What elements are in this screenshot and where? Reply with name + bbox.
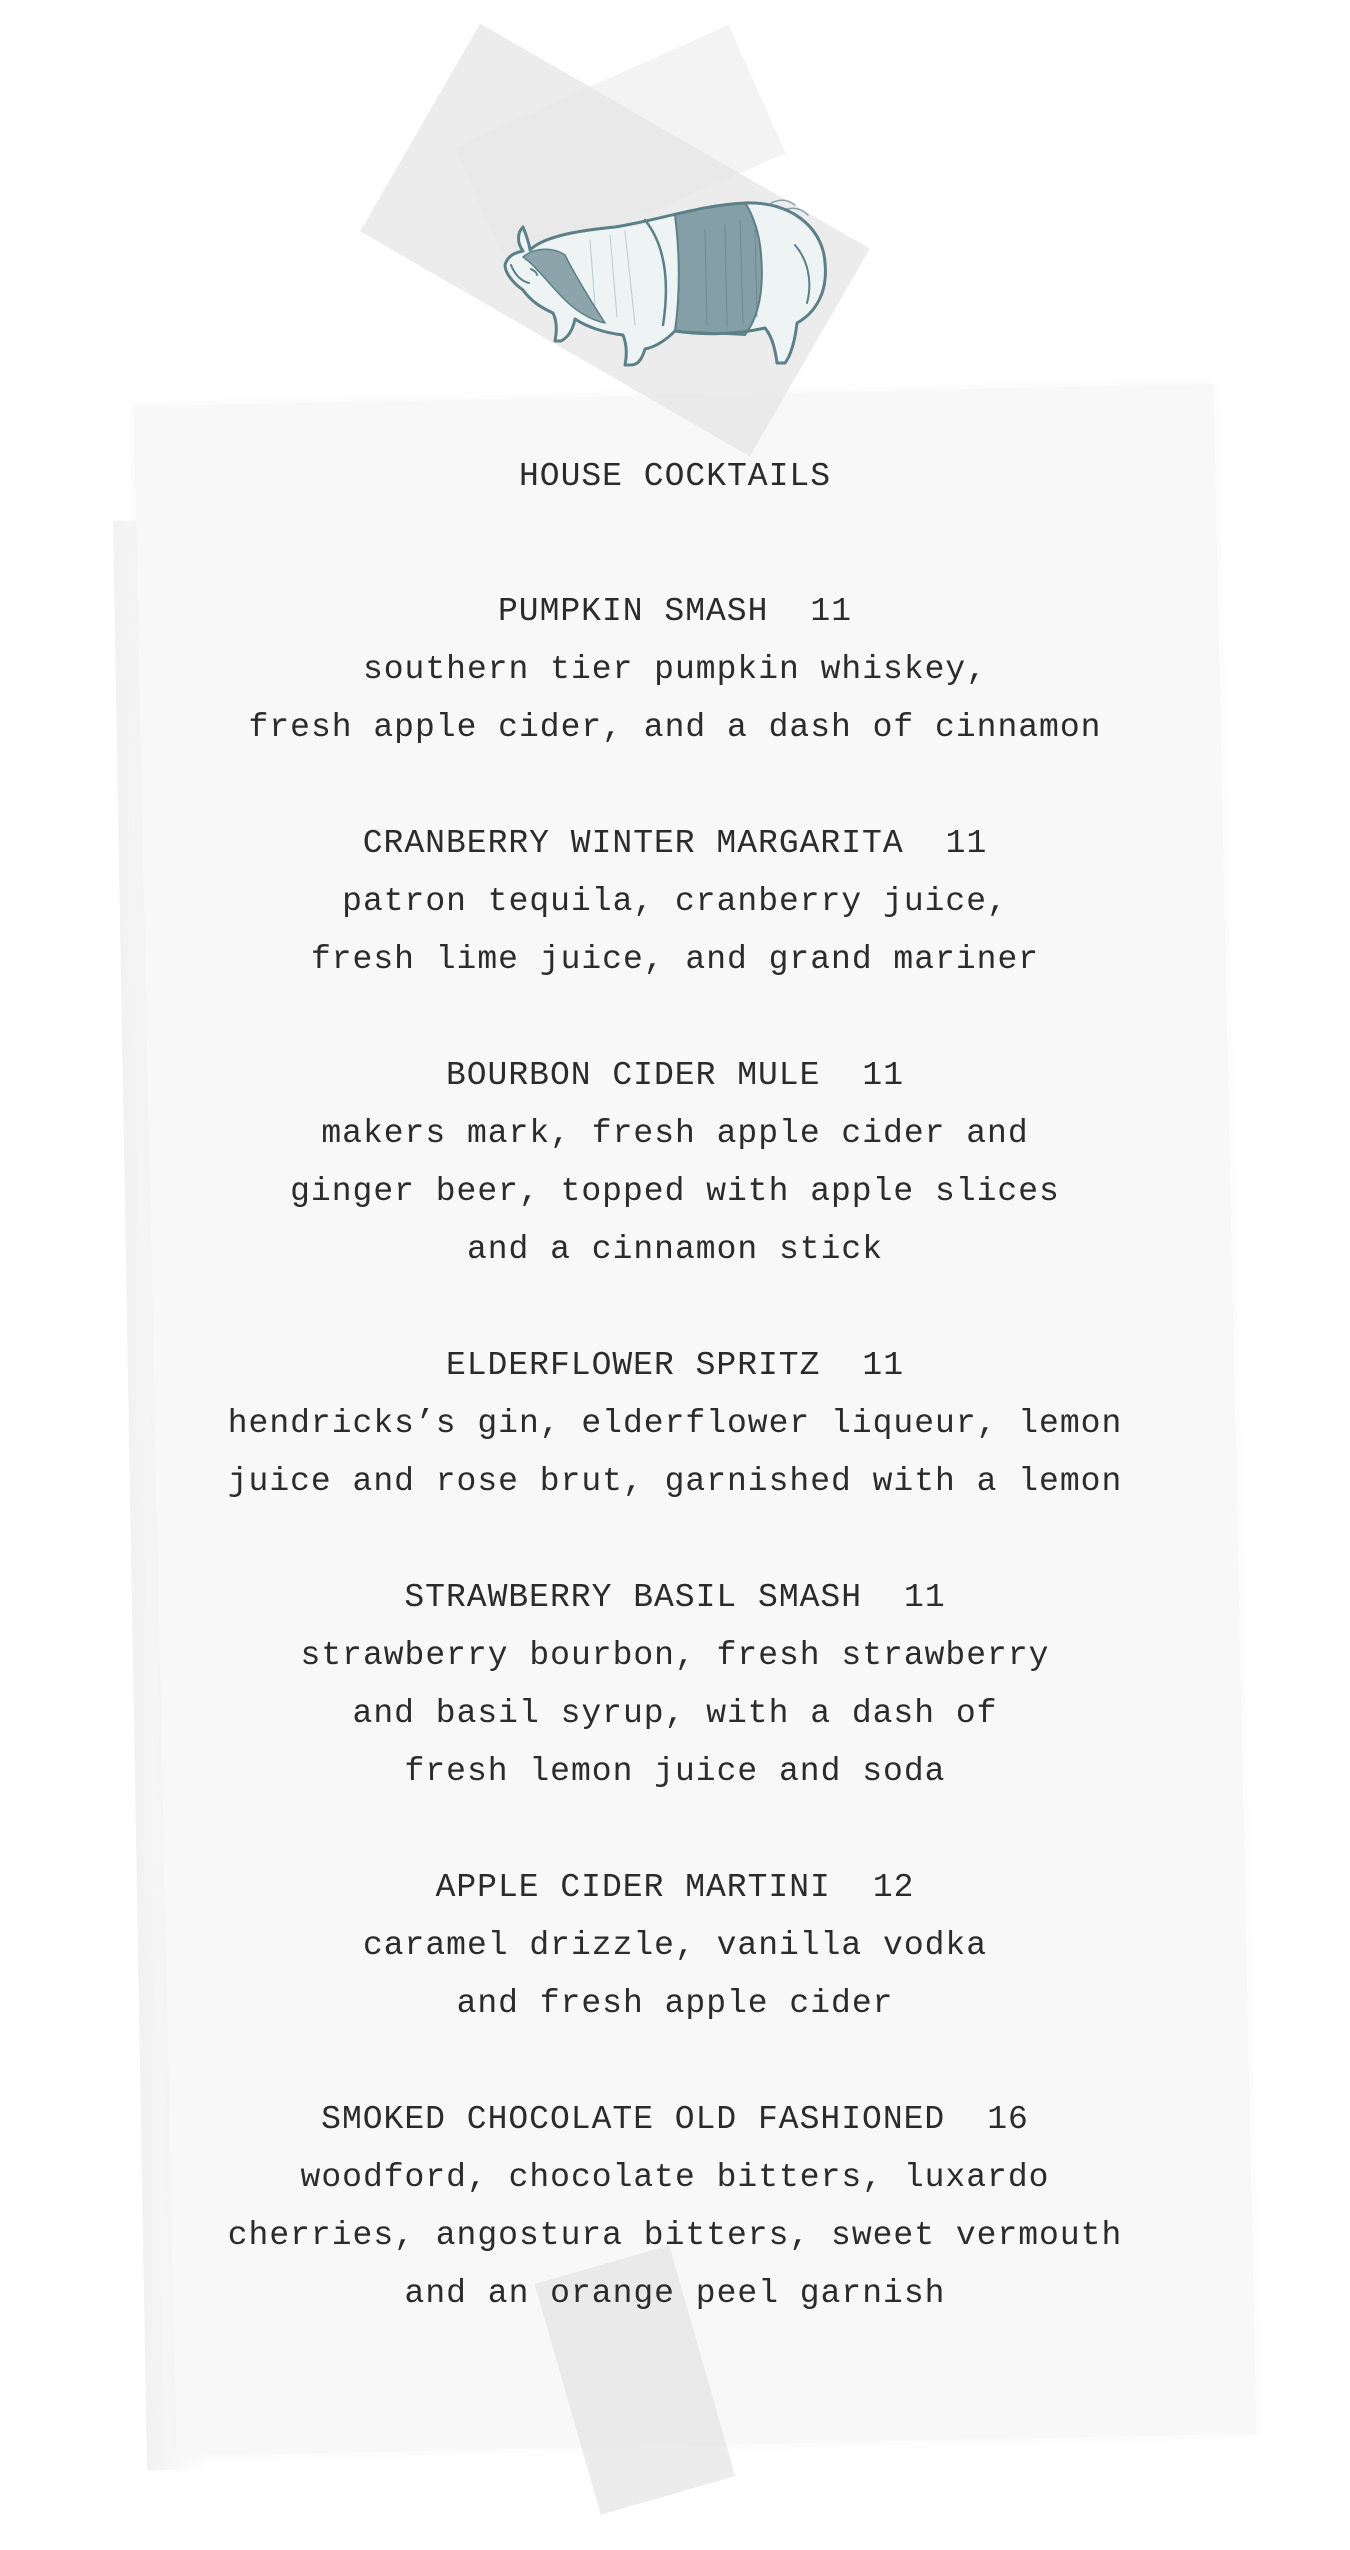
menu-item-heading <box>175 1859 1175 1917</box>
menu-item-price: 11 <box>862 1057 905 1094</box>
menu-item-heading <box>175 815 1175 873</box>
menu-item <box>175 1047 1175 1279</box>
menu-item <box>175 583 1175 757</box>
menu-item-heading <box>175 583 1175 641</box>
menu-item-name: BOURBON CIDER MULE <box>445 1057 821 1094</box>
menu-item-description: hendricks’s gin, elderflower liqueur, lemon juice and rose brut, garnished with a lemon <box>227 1405 1123 1500</box>
menu-item-heading <box>175 1337 1175 1395</box>
menu-item <box>175 1337 1175 1511</box>
pig-icon <box>495 185 835 385</box>
menu-item-description: patron tequila, cranberry juice, fresh lime juice, and grand mariner <box>310 883 1040 978</box>
menu-item-name: CRANBERRY WINTER MARGARITA <box>362 825 904 862</box>
menu-item-name: SMOKED CHOCOLATE OLD FASHIONED <box>321 2101 946 2138</box>
menu-item-description: makers mark, fresh apple cider and ginger beer, topped with apple slices and a cinnamon stick <box>290 1115 1060 1268</box>
menu-item <box>175 1569 1175 1801</box>
menu-item-name: PUMPKIN SMASH <box>497 593 769 630</box>
menu-item <box>175 815 1175 989</box>
menu-item-description: caramel drizzle, vanilla vodka and fresh apple cider <box>362 1927 988 2022</box>
menu-item-price: 11 <box>810 593 853 630</box>
menu-item <box>175 1859 1175 2033</box>
menu-item-name: ELDERFLOWER SPRITZ <box>445 1347 821 1384</box>
menu-item-price: 16 <box>987 2101 1029 2138</box>
menu-item-description: southern tier pumpkin whiskey, fresh apple cider, and a dash of cinnamon <box>248 651 1102 746</box>
menu-item <box>175 2091 1175 2323</box>
menu-item-price: 11 <box>904 1579 946 1616</box>
menu-item-description: woodford, chocolate bitters, luxardo cherries, angostura bitters, sweet vermouth and an orange peel garnish <box>227 2159 1123 2312</box>
menu-item-heading <box>175 2091 1175 2149</box>
menu-item-heading <box>175 1047 1175 1105</box>
menu-item-name: APPLE CIDER MARTINI <box>435 1869 831 1906</box>
menu-item-price: 12 <box>872 1869 915 1906</box>
menu-item-name: STRAWBERRY BASIL SMASH <box>404 1579 863 1616</box>
menu-item-price: 11 <box>862 1347 905 1384</box>
menu-item-heading <box>175 1569 1175 1627</box>
cocktail-menu <box>175 448 1175 2381</box>
menu-title: HOUSE COCKTAILS <box>518 458 832 495</box>
menu-item-price: 11 <box>945 825 988 862</box>
menu-item-description: strawberry bourbon, fresh strawberry and basil syrup, with a dash of fresh lemon juice and soda <box>300 1637 1050 1790</box>
